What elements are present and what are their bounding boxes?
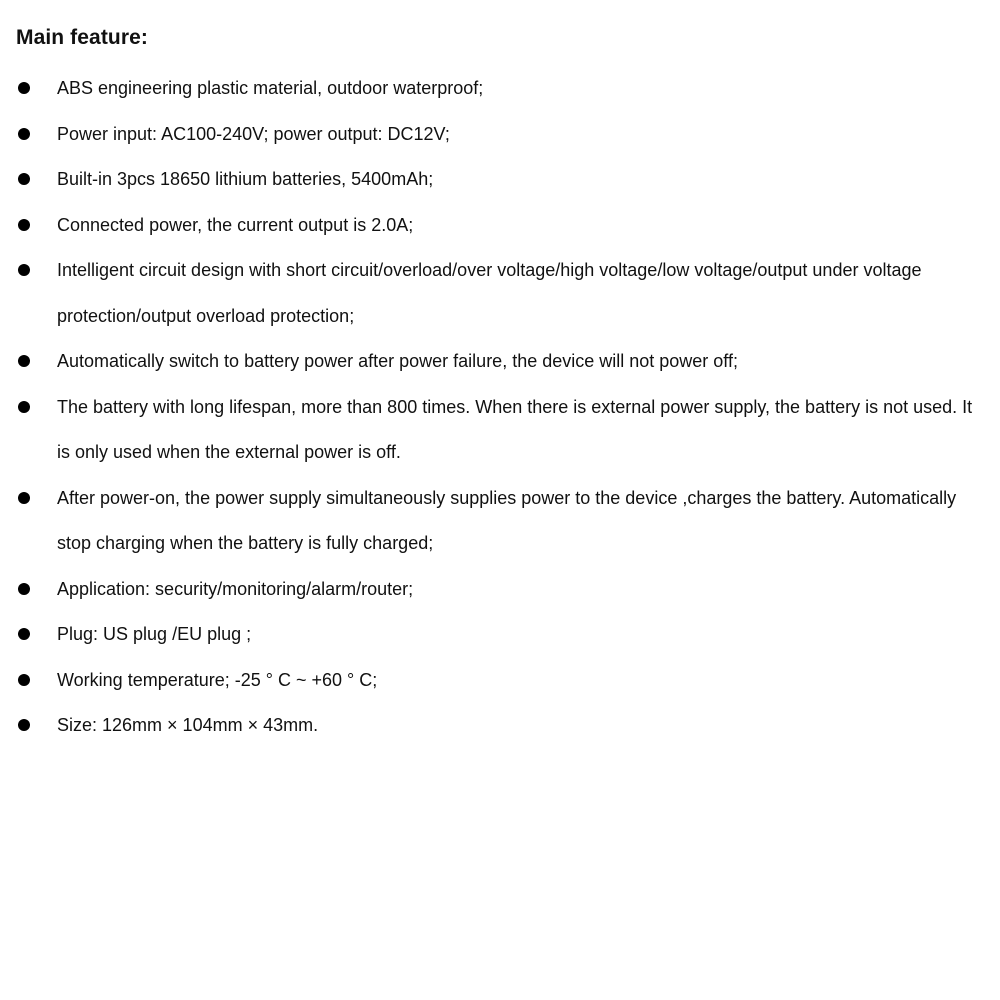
list-item	[0, 567, 1000, 613]
list-item	[0, 66, 1000, 112]
bullet-icon	[18, 583, 30, 595]
feature-text: After power-on, the power supply simultaneously supplies power to the device ,charges the battery. Automatically stop charging when the battery is fully charged;	[57, 487, 957, 553]
bullet-icon	[18, 719, 30, 731]
feature-text: Automatically switch to battery power after power failure, the device will not power off;	[57, 351, 738, 371]
bullet-icon	[18, 82, 30, 94]
feature-list	[0, 66, 1000, 749]
list-item	[0, 112, 1000, 158]
feature-text: Working temperature; -25 ° C ~ +60 ° C;	[57, 669, 378, 690]
bullet-icon	[18, 219, 30, 231]
list-item	[0, 476, 1000, 567]
feature-text: Connected power, the current output is 2.0A;	[57, 214, 414, 235]
bullet-icon	[18, 264, 30, 276]
list-item	[0, 658, 1000, 704]
bullet-icon	[18, 173, 30, 185]
bullet-icon	[18, 628, 30, 640]
feature-text: Intelligent circuit design with short circuit/overload/over voltage/high voltage/low voltage/output under voltage protection/output overload protection;	[57, 260, 922, 326]
list-item	[0, 203, 1000, 249]
feature-text: The battery with long lifespan, more than 800 times. When there is external power supply, the battery is not used. It is only used when the external power is off.	[57, 396, 973, 462]
list-item	[0, 339, 1000, 385]
feature-text: Plug: US plug /EU plug ;	[57, 624, 252, 644]
feature-text: ABS engineering plastic material, outdoor waterproof;	[57, 78, 484, 98]
feature-text: Built-in 3pcs 18650 lithium batteries, 5400mAh;	[57, 169, 434, 189]
bullet-icon	[18, 674, 30, 686]
list-item	[0, 385, 1000, 476]
list-item	[0, 703, 1000, 749]
bullet-icon	[18, 401, 30, 413]
feature-text: Power input: AC100-240V; power output: DC12V;	[57, 123, 450, 144]
page-title: Main feature:	[16, 26, 148, 49]
feature-text: Size: 126mm × 104mm × 43mm.	[57, 715, 319, 735]
list-item	[0, 612, 1000, 658]
bullet-icon	[18, 355, 30, 367]
list-item	[0, 248, 1000, 339]
bullet-icon	[18, 128, 30, 140]
feature-text: Application: security/monitoring/alarm/router;	[57, 578, 414, 599]
bullet-icon	[18, 492, 30, 504]
list-item	[0, 157, 1000, 203]
